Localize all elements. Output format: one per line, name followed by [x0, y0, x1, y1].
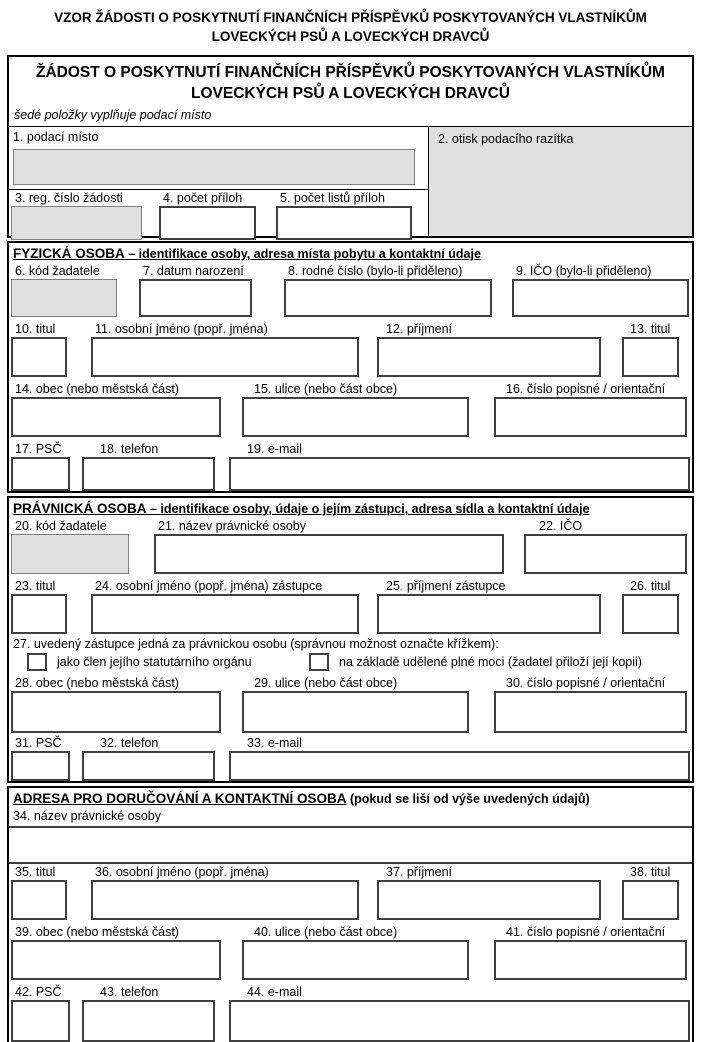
- label-obec-14: 14. obec (nebo městská část): [15, 382, 179, 396]
- input-prijmeni-zastupce-25[interactable]: [377, 594, 601, 634]
- label-pocet-priloh: 4. počet příloh: [163, 191, 243, 205]
- label-reg-cislo-zadosti: 3. reg. číslo žádosti: [15, 191, 123, 205]
- input-obec-14[interactable]: [11, 397, 221, 437]
- input-email-44[interactable]: [229, 1000, 690, 1042]
- row-6-9: [9, 263, 692, 317]
- label-ulice-15: 15. ulice (nebo část obce): [254, 382, 398, 396]
- input-prijmeni-12[interactable]: [377, 337, 601, 377]
- adresa-header: [9, 788, 692, 808]
- label-email-44: 44. e-mail: [247, 985, 302, 999]
- pretitle-line2: LOVECKÝCH PSŮ A LOVECKÝCH DRAVCŮ: [211, 29, 490, 44]
- row-42-44: [9, 984, 692, 1042]
- input-rodne-cislo[interactable]: [284, 279, 492, 317]
- label-pocet-listu-priloh: 5. počet listů příloh: [280, 191, 385, 205]
- input-pocet-listu-priloh[interactable]: [276, 206, 412, 240]
- row-23-26: [9, 578, 692, 634]
- label-obec-39: 39. obec (nebo městská část): [15, 925, 179, 939]
- top-fields-area: [9, 127, 692, 236]
- label-nazev-pravnicke-osoby-21: 21. název právnické osoby: [158, 519, 307, 533]
- label-prijmeni-zastupce-25: 25. příjmení zástupce: [386, 579, 506, 593]
- label-cislo-popisne-16: 16. číslo popisné / orientační: [506, 382, 666, 396]
- label-psc-17: 17. PSČ: [15, 442, 62, 456]
- row-27-checkboxes: [9, 653, 692, 675]
- input-prijmeni-37[interactable]: [377, 880, 601, 920]
- input-email-19[interactable]: [229, 457, 690, 491]
- pravnicka-subtitle: – identifikace osoby, údaje o jejím zástupci, adresa sídla a kontaktní údaje: [150, 502, 590, 516]
- input-kod-zadatele-20[interactable]: [11, 534, 129, 574]
- input-titul-13[interactable]: [622, 337, 679, 377]
- input-psc-31[interactable]: [11, 751, 70, 781]
- stamp-area: [429, 127, 692, 236]
- label-rodne-cislo: 8. rodné číslo (bylo-li přiděleno): [288, 264, 463, 278]
- input-ico-22[interactable]: [524, 534, 687, 574]
- label-psc-42: 42. PSČ: [15, 985, 62, 999]
- label-cislo-popisne-41: 41. číslo popisné / orientační: [506, 925, 666, 939]
- grey-items-note: šedé položky vyplňuje podací místo: [14, 108, 212, 122]
- label-titul-10: 10. titul: [15, 322, 56, 336]
- label-telefon-32: 32. telefon: [100, 736, 159, 750]
- label-kod-zadatele: 6. kód žadatele: [15, 264, 100, 278]
- label-titul-35: 35. titul: [15, 865, 56, 879]
- fyzicka-title: FYZICKÁ OSOBA: [13, 246, 125, 261]
- label-prijmeni-37: 37. příjmení: [386, 865, 453, 879]
- label-psc-31: 31. PSČ: [15, 736, 62, 750]
- label-podaci-misto: 1. podací místo: [13, 130, 99, 144]
- input-telefon-32[interactable]: [82, 751, 215, 781]
- row-35-38: [9, 864, 692, 920]
- label-osobni-jmeno-11: 11. osobní jméno (popř. jména): [95, 322, 268, 336]
- label-email-19: 19. e-mail: [247, 442, 302, 456]
- form-title: [9, 57, 692, 104]
- label-titul-23: 23. titul: [15, 579, 56, 593]
- label-email-33: 33. e-mail: [247, 736, 302, 750]
- input-obec-28[interactable]: [11, 691, 221, 733]
- input-datum-narozeni[interactable]: [139, 279, 252, 317]
- input-cislo-popisne-41[interactable]: [494, 940, 687, 980]
- label-nazev-pravnicke-osoby-34: 34. název právnické osoby: [13, 809, 162, 823]
- label-ico-22: 22. IČO: [539, 519, 583, 533]
- input-titul-38[interactable]: [622, 880, 679, 920]
- label-telefon-43: 43. telefon: [100, 985, 159, 999]
- input-telefon-43[interactable]: [82, 1000, 215, 1042]
- label-titul-13: 13. titul: [630, 322, 671, 336]
- label-ulice-40: 40. ulice (nebo část obce): [254, 925, 398, 939]
- label-obec-28: 28. obec (nebo městská část): [15, 676, 179, 690]
- input-titul-10[interactable]: [11, 337, 67, 377]
- input-titul-23[interactable]: [11, 594, 67, 634]
- input-psc-42[interactable]: [11, 1000, 70, 1042]
- form-title-line1: ŽÁDOST O POSKYTNUTÍ FINANČNÍCH PŘÍSPĚVKŮ POSKYTOVANÝCH VLASTNÍKŮM: [36, 64, 665, 81]
- input-reg-cislo-zadosti[interactable]: [11, 206, 142, 240]
- label-osobni-jmeno-36: 36. osobní jméno (popř. jména): [95, 865, 269, 879]
- section-adresa-dorucovani: [7, 786, 694, 1042]
- row-14-16: [9, 381, 692, 437]
- input-ulice-29[interactable]: [242, 691, 469, 733]
- input-podaci-misto[interactable]: [13, 149, 415, 185]
- label-cislo-popisne-30: 30. číslo popisné / orientační: [506, 676, 666, 690]
- section-pravnicka-osoba: [7, 496, 694, 783]
- input-osobni-jmeno-36[interactable]: [91, 880, 359, 920]
- input-kod-zadatele[interactable]: [11, 279, 117, 317]
- pretitle-line1: VZOR ŽÁDOSTI O POSKYTNUTÍ FINANČNÍCH PŘÍSPĚVKŮ POSKYTOVANÝCH VLASTNÍKŮM: [54, 10, 647, 25]
- label-kod-zadatele-20: 20. kód žadatele: [15, 519, 107, 533]
- input-pocet-priloh[interactable]: [159, 206, 256, 240]
- label-zastupce-jedna-27: 27. uvedený zástupce jedná za právnickou osobu (správnou možnost označte křížkem):: [13, 637, 499, 651]
- label-ulice-29: 29. ulice (nebo část obce): [254, 676, 398, 690]
- label-plna-moc: na základě udělené plné moci (žadatel přiloží její kopii): [339, 655, 642, 669]
- document-pretitle: [10, 8, 691, 46]
- fyzicka-subtitle: – identifikace osoby, adresa místa pobytu a kontaktní údaje: [128, 247, 481, 261]
- input-ulice-40[interactable]: [242, 940, 469, 980]
- top-left-area: [9, 127, 429, 236]
- checkbox-clen-statutarniho-organu[interactable]: [27, 653, 47, 671]
- row-10-13: [9, 321, 692, 377]
- input-obec-39[interactable]: [11, 940, 221, 980]
- input-osobni-jmeno-11[interactable]: [91, 337, 359, 377]
- adresa-subtitle: (pokud se liší od výše uvedených údajů): [350, 792, 590, 806]
- input-osobni-jmeno-zastupce-24[interactable]: [91, 594, 359, 634]
- input-titul-26[interactable]: [622, 594, 679, 634]
- checkbox-plna-moc[interactable]: [309, 653, 329, 671]
- row-28-30: [9, 675, 692, 733]
- fyzicka-header: [9, 243, 692, 263]
- input-cislo-popisne-16[interactable]: [494, 397, 687, 437]
- input-nazev-pravnicke-osoby-34[interactable]: [9, 826, 692, 864]
- label-prijmeni-12: 12. příjmení: [386, 322, 453, 336]
- input-psc-17[interactable]: [11, 457, 70, 491]
- row-17-19: [9, 441, 692, 491]
- input-telefon-18[interactable]: [82, 457, 215, 491]
- input-email-33[interactable]: [229, 751, 690, 781]
- label-ico-fyzicka: 9. IČO (bylo-li přiděleno): [516, 264, 652, 278]
- section-fyzicka-osoba: [7, 241, 694, 493]
- label-clen-statutarniho-organu: jako člen jejího statutárního orgánu: [57, 655, 252, 669]
- label-titul-26: 26. titul: [630, 579, 671, 593]
- input-ico-fyzicka[interactable]: [512, 279, 689, 317]
- label-titul-38: 38. titul: [630, 865, 671, 879]
- input-titul-35[interactable]: [11, 880, 67, 920]
- adresa-title: ADRESA PRO DORUČOVÁNÍ A KONTAKTNÍ OSOBA: [13, 791, 347, 806]
- label-datum-narozeni: 7. datum narození: [143, 264, 244, 278]
- section-header-box: [7, 55, 694, 238]
- label-otisk-razitka: 2. otisk podacího razítka: [438, 132, 574, 146]
- pravnicka-header: [9, 498, 692, 518]
- label-telefon-18: 18. telefon: [100, 442, 159, 456]
- form-title-line2: LOVECKÝCH PSŮ A LOVECKÝCH DRAVCŮ: [191, 85, 510, 102]
- pravnicka-title: PRÁVNICKÁ OSOBA: [13, 501, 147, 516]
- input-nazev-pravnicke-osoby-21[interactable]: [154, 534, 504, 574]
- row-31-33: [9, 735, 692, 781]
- row-39-41: [9, 924, 692, 980]
- row-labels-3-5: [9, 190, 428, 240]
- row-20-22: [9, 518, 692, 574]
- input-cislo-popisne-30[interactable]: [494, 691, 687, 733]
- input-ulice-15[interactable]: [242, 397, 469, 437]
- label-osobni-jmeno-zastupce-24: 24. osobní jméno (popř. jména) zástupce: [95, 579, 323, 593]
